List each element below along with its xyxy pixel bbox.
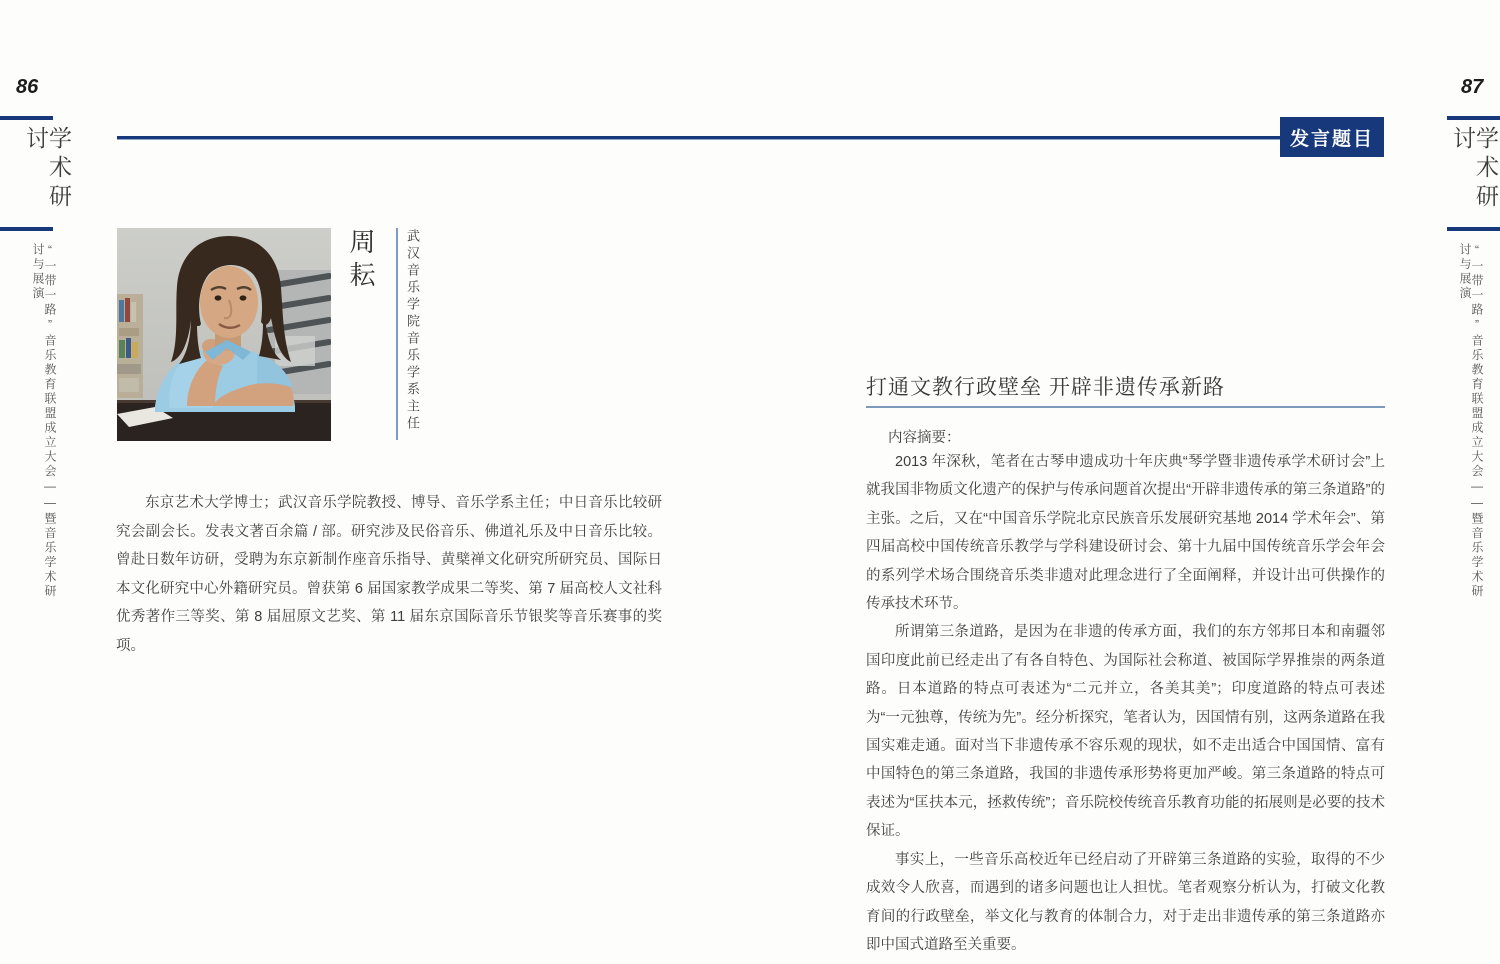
article-title: 打通文教行政壁垒 开辟非遗传承新路 xyxy=(866,376,1225,399)
right-sidebar-bottom-rule xyxy=(1447,227,1500,231)
article-paragraph: 2013 年深秋，笔者在古琴申遗成功十年庆典“琴学暨非遗传承学术研讨会”上就我国非物质文化遗产的保护与传承问题首次提出“开辟非遗传承的第三条道路”的主张。之后，又在“中国音乐学院北京民族音乐发展研究基地 2014 学术年会”、第四届高校中国传统音乐教学与学科建设研讨会、第十九届中国传统音乐学会年会的系列学术场合围绕音乐类非遗对此理念进行了全面阐释，并设计出可供操作的传承技术环节。 xyxy=(866,454,1385,613)
left-sidebar-section-title: 学术研讨 xyxy=(23,126,72,213)
right-sidebar-top-rule xyxy=(1447,116,1500,120)
page-number-right: 87 xyxy=(1461,76,1484,98)
person-title: 武汉音乐学院音乐学系主任 xyxy=(405,229,420,433)
name-title-divider xyxy=(396,228,398,440)
person-name: 周耘 xyxy=(346,228,376,294)
left-sidebar-top-rule xyxy=(0,116,53,120)
right-sidebar-event-title: “一带一路”音乐教育联盟成立大会——暨音乐学术研讨与展演 xyxy=(1458,243,1484,599)
page-number-left: 86 xyxy=(16,76,39,98)
right-sidebar-section-title: 学术研讨 xyxy=(1450,126,1499,213)
photo-bookshelf xyxy=(117,294,143,398)
left-sidebar-bottom-rule xyxy=(0,227,53,231)
article-paragraph: 事实上，一些音乐高校近年已经启动了开辟第三条道路的实验，取得的不少成效令人欣喜，而遇到的诸多问题也让人担忧。笔者观察分析认为，打破文化教育间的行政壁垒，举文化与教育的体制合力，对于走出非遗传承的第三条道路亦即中国式道路至关重要。 xyxy=(866,851,1385,953)
abstract-label: 内容摘要： xyxy=(888,430,961,446)
article-title-rule xyxy=(866,406,1385,408)
article-body xyxy=(866,448,1385,959)
left-sidebar-event-title: “一带一路”音乐教育联盟成立大会——暨音乐学术研讨与展演 xyxy=(31,243,57,599)
person-bio: 东京艺术大学博士；武汉音乐学院教授、博导、音乐学系主任；中日音乐比较研究会副会长。发表文著百余篇 / 部。研究涉及民俗音乐、佛道礼乐及中日音乐比较。曾赴日数年访研，受聘为东京新制作座音乐指导、黄檗禅文化研究所研究员、国际日本文化研究中心外籍研究员。曾获第 6 届国家教学成果二等奖、第 7 届高校人文社科优秀著作三等奖、第 8 届屈原文艺奖、第 11 届东京国际音乐节银奖等音乐赛事的奖项。 xyxy=(116,495,662,654)
portrait-photo xyxy=(117,228,331,441)
speech-topic-badge: 发言题目 xyxy=(1280,117,1384,157)
article-paragraph: 所谓第三条道路，是因为在非遗的传承方面，我们的东方邻邦日本和南疆邻国印度此前已经走出了有各自特色、为国际社会称道、被国际学界推崇的两条道路。日本道路的特点可表述为“二元并立，各美其美”；印度道路的特点可表述为“一元独尊，传统为先”。经分析探究，笔者认为，因国情有别，这两条道路在我国实难走通。面对当下非遗传承不容乐观的现状，如不走出适合中国国情、富有中国特色的第三条道路，我国的非遗传承形势将更加严峻。第三条道路的特点可表述为“匡扶本元，拯救传统”；音乐院校传统音乐教育功能的拓展则是必要的技术保证。 xyxy=(866,624,1385,840)
header-rule xyxy=(117,136,1280,140)
